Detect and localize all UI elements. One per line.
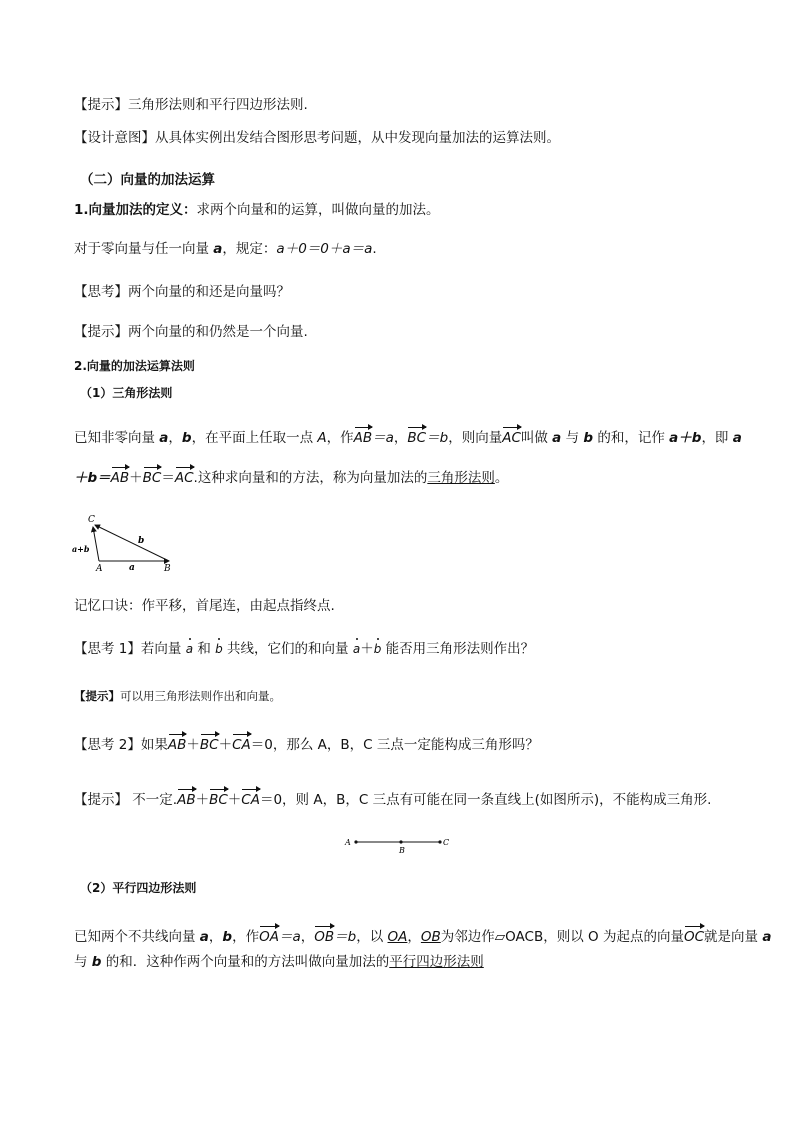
vector-AB: AB: [354, 426, 373, 448]
hint-label: 【提示】: [74, 324, 128, 340]
label-B: B: [399, 846, 405, 855]
zero-formula: a＋0＝0＋a＝a: [276, 241, 373, 257]
parallelogram-rule-term: 平行四边形法则: [389, 954, 484, 970]
label-a: a: [129, 563, 135, 573]
triangle-rule-paragraph-line-2: ＋b＝AB＋BC＝AC.这种求向量和的方法，称为向量加法的三角形法则。: [74, 466, 508, 488]
hint-label: 【提示】: [74, 792, 128, 808]
label-a-plus-b: a+b: [72, 544, 90, 554]
parallelogram-rule-paragraph-line-2: 与 b 的和．这种作两个向量和的方法叫做向量加法的平行四边形法则: [74, 954, 484, 970]
triangle-rule-heading: （1）三角形法则: [80, 386, 173, 400]
hint-paragraph-2: 【提示】两个向量的和仍然是一个向量.: [74, 324, 308, 340]
point-A: [354, 840, 357, 843]
segment-BC: [95, 525, 169, 561]
think-1-label: 【思考 1】: [74, 641, 141, 657]
parallelogram-rule-heading: （2）平行四边形法则: [80, 881, 197, 895]
label-b: b: [138, 536, 145, 546]
triangle-rule-figure: [70, 510, 190, 576]
hint-paragraph-3: 【提示】可以用三角形法则作出和向量。: [74, 689, 281, 703]
think-label: 【思考】: [74, 284, 128, 300]
rules-heading: 2.向量的加法运算法则: [74, 359, 195, 373]
definition-paragraph: 1.向量加法的定义：求两个向量和的运算，叫做向量的加法。: [74, 202, 440, 218]
think-2-paragraph: 【思考 2】如果AB＋BC＋CA＝0，那么 A，B，C 三点一定能构成三角形吗？: [74, 733, 539, 755]
think-paragraph: 【思考】两个向量的和还是向量吗？: [74, 284, 290, 300]
vector-AC: AC: [502, 426, 521, 448]
triangle-rule-paragraph-line-1: 已知非零向量 a，b，在平面上任取一点 A，作AB＝a，BC＝b，则向量AC叫做 a 与 b 的和，记作 a＋b，即 a: [74, 426, 742, 448]
collinear-points-figure: [340, 832, 460, 856]
hint-paragraph-4: 【提示】 不一定.AB＋BC＋CA＝0，则 A，B，C 三点有可能在同一条直线上(如图所示)，不能构成三角形.: [74, 788, 711, 810]
label-A: A: [96, 564, 103, 574]
parallelogram-rule-paragraph-line-1: 已知两个不共线向量 a，b，作OA＝a，OB＝b，以 OA，OB为邻边作▱OACB，则以 O 为起点的向量OC就是向量 a: [74, 925, 771, 947]
design-label: 【设计意图】: [74, 130, 155, 146]
mnemonic-paragraph: 记忆口诀：作平移，首尾连，由起点指终点.: [74, 598, 335, 614]
point-B: [399, 840, 402, 843]
definition-label: 1.向量加法的定义：: [74, 202, 197, 218]
vector-BC: BC: [407, 426, 426, 448]
hint-label: 【提示】: [74, 97, 128, 113]
vector-OB: OB: [314, 925, 334, 947]
think-1-paragraph: 【思考 1】若向量 a 和 b 共线，它们的和向量 a＋b 能否用三角形法则作出？: [74, 641, 535, 657]
label-C: C: [443, 838, 450, 847]
hint-paragraph-1: 【提示】三角形法则和平行四边形法则.: [74, 97, 308, 113]
label-A: A: [345, 838, 351, 847]
vector-OA: OA: [259, 925, 279, 947]
triangle-rule-term: 三角形法则: [427, 470, 495, 486]
label-C: C: [88, 515, 95, 525]
design-intent-paragraph: 【设计意图】从具体实例出发结合图形思考问题，从中发现向量加法的运算法则。: [74, 130, 560, 146]
point-C: [438, 840, 441, 843]
hint-label: 【提示】: [74, 689, 120, 703]
label-B: B: [164, 564, 171, 574]
section-heading: （二）向量的加法运算: [80, 172, 215, 188]
zero-vector-rule: 对于零向量与任一向量 a，规定：a＋0＝0＋a＝a.: [74, 241, 377, 257]
vector-OC: OC: [684, 925, 704, 947]
segment-AC: [93, 527, 99, 561]
think-2-label: 【思考 2】: [74, 737, 141, 753]
